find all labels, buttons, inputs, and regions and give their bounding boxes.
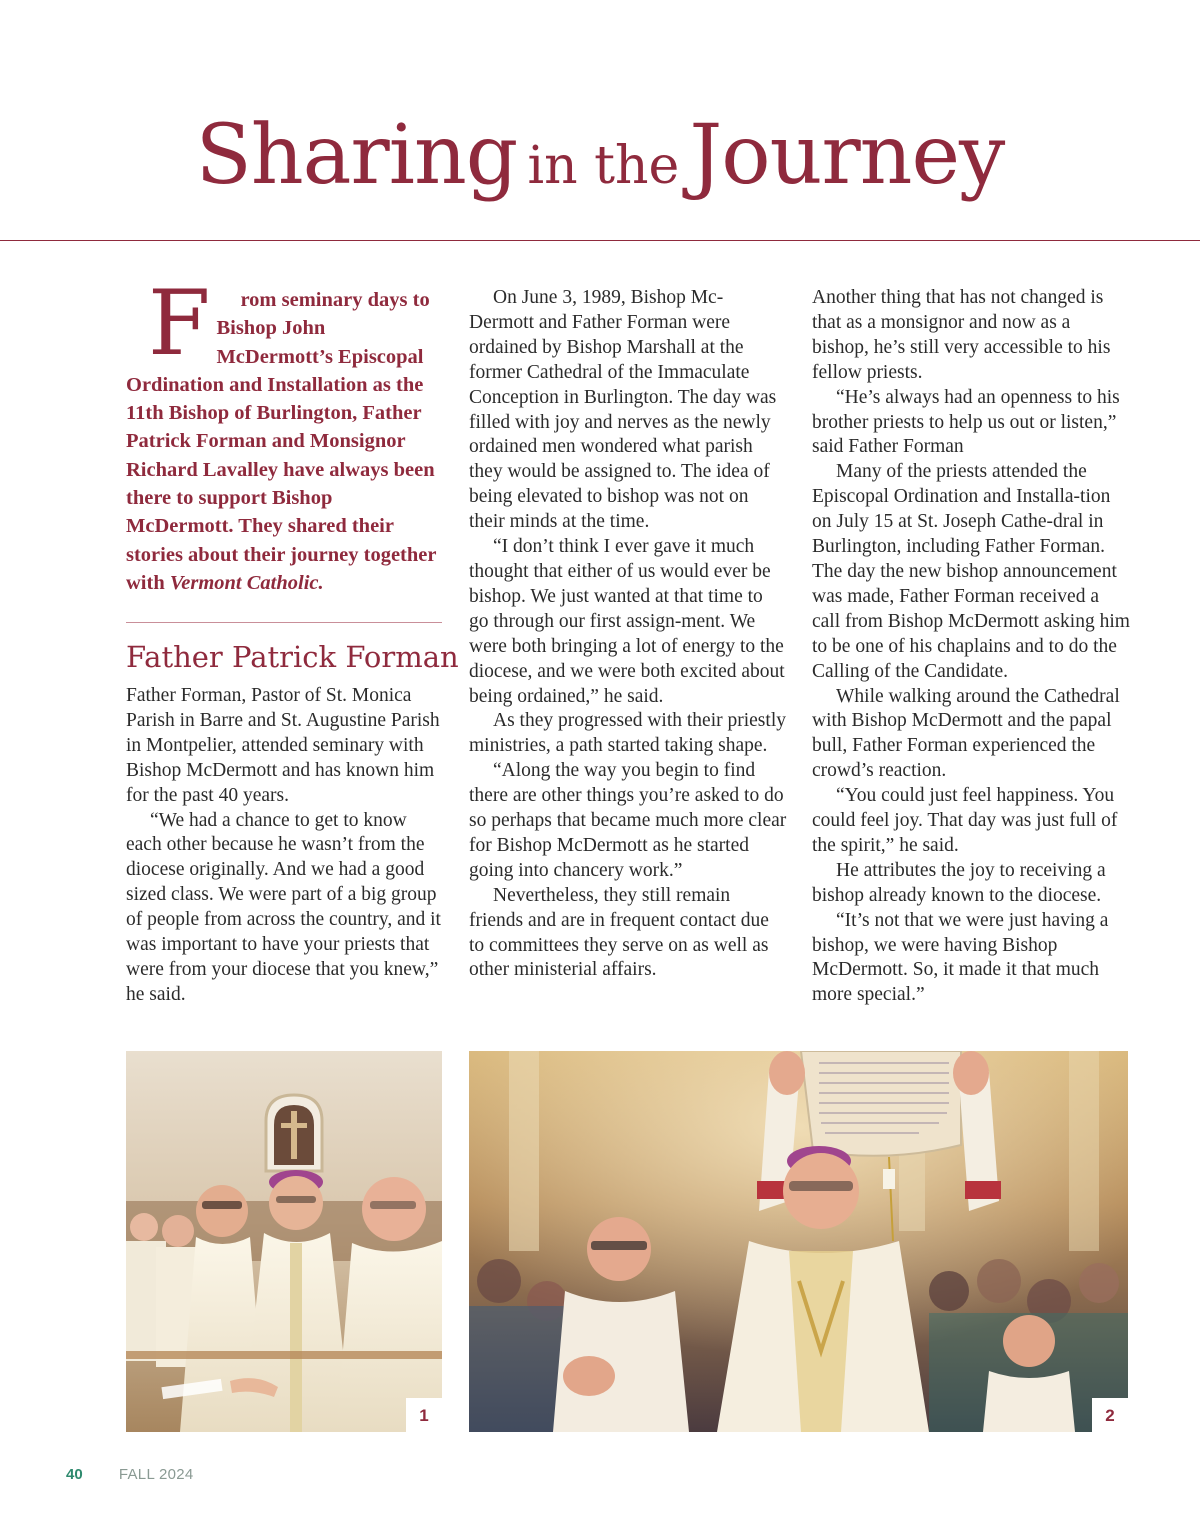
section-divider <box>126 622 442 623</box>
paragraph: Another thing that has not changed is that as a monsignor and now as a bishop, he’s still very accessible to his fellow priests. <box>812 287 1111 383</box>
paragraph: “We had a chance to get to know each other because he wasn’t from the diocese originally. And we had a good sized class. We were part of a big group of people from across the country, and it was important to have your priests that were from your diocese that you knew,” he said. <box>126 809 441 1005</box>
photo-bishop-papal-bull <box>469 1051 1128 1432</box>
paragraph: Nevertheless, they still remain friends and are in frequent contact due to committees they serve on as well as other ministerial affairs. <box>469 884 769 981</box>
title-part-3: Journey <box>689 108 1005 203</box>
title-divider <box>0 240 1200 241</box>
article-column-1 <box>126 684 446 1008</box>
page-footer <box>66 1466 194 1483</box>
issue-label: FALL 2024 <box>118 1466 194 1483</box>
paragraph: “I don’t think I ever gave it much thought that either of us would ever be bishop. We just wanted at that time to go through our first assign-ment. We were both bringing a lot of energy to the diocese, and we were both excited about being ordained,” he said. <box>469 536 785 707</box>
paragraph: “He’s always had an openness to his brother priests to help us out or listen,” said Father Forman <box>812 386 1120 458</box>
photo-1-illustration <box>126 1051 442 1432</box>
paragraph: “Along the way you begin to find there are other things you’re asked to do so perhaps that became much more clear for Bishop McDermott as he started going into chancery work.” <box>469 760 787 881</box>
paragraph: Many of the priests attended the Episcopal Ordination and Installa-tion on July 15 at St. Joseph Cathe-dral in Burlington, including Father Forman. The day the new bishop announcement was made, Father Forman received a call from Bishop McDermott asking him to be one of his chaplains and to do the Calling of the Candidate. <box>812 461 1130 682</box>
paragraph: He attributes the joy to receiving a bishop already known to the diocese. <box>812 859 1106 906</box>
section-heading: Father Patrick Forman <box>126 640 459 674</box>
title-part-2: in the <box>527 136 680 196</box>
intro-text: rom seminary days to Bishop John McDermott’s Episcopal Ordination and Installation as the 11th Bishop of Burlington, Father Patrick Forman and Monsignor Richard Lavalley have always been there to support Bishop McDermott. They shared their stories about their journey together with <box>126 289 437 594</box>
drop-cap: F <box>148 271 211 376</box>
paragraph: “You could just feel happiness. You could feel joy. That day was just full of the spirit,” he said. <box>812 785 1118 856</box>
title-part-1: Sharing <box>195 108 518 203</box>
photo-2-illustration <box>469 1051 1128 1432</box>
photo-clergy-seated <box>126 1051 442 1432</box>
intro-column <box>126 271 444 597</box>
photo-number-badge: 2 <box>1092 1398 1128 1432</box>
paragraph: On June 3, 1989, Bishop Mc-Dermott and Father Forman were ordained by Bishop Marshall at the former Cathedral of the Immaculate Conception in Burlington. The day was filled with joy and nerves as the newly ordained men wondered what parish they would be assigned to. The idea of being elevated to bishop was not on their minds at the time. <box>469 287 777 533</box>
paragraph: “It’s not that we were just having a bishop, we were having Bishop McDermott. So, it made it that much more special.” <box>812 909 1109 1006</box>
paragraph: While walking around the Cathedral with Bishop McDermott and the papal bull, Father Forman experienced the crowd’s reaction. <box>812 685 1120 782</box>
article-column-2 <box>469 286 787 983</box>
publication-name: Vermont Catholic. <box>169 571 324 594</box>
paragraph: Father Forman, Pastor of St. Monica Parish in Barre and St. Augustine Parish in Montpelier, attended seminary with Bishop McDermott and has known him for the past 40 years. <box>126 685 440 806</box>
intro-paragraph <box>126 271 444 597</box>
page-title <box>0 108 1200 203</box>
article-column-3 <box>812 286 1130 1008</box>
page-number: 40 <box>66 1466 83 1483</box>
paragraph: As they progressed with their priestly ministries, a path started taking shape. <box>469 710 786 757</box>
photo-number-badge: 1 <box>406 1398 442 1432</box>
